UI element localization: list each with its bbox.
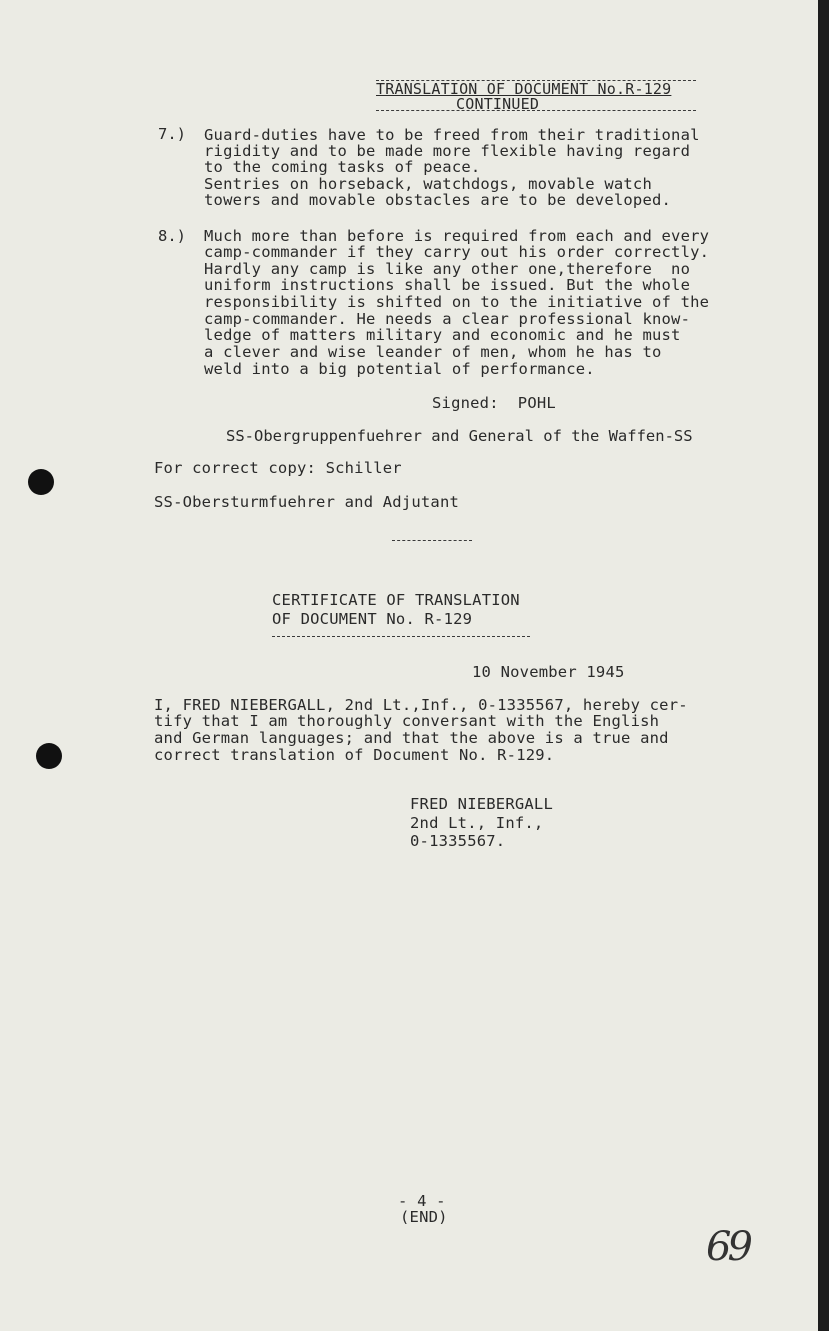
paragraph-line: to the coming tasks of peace. [204,158,481,176]
certifier-serial: 0-1335567. [410,832,506,850]
certificate-line: and German languages; and that the above is a true and [154,729,669,747]
paragraph-line: weld into a big potential of performance. [204,360,595,378]
punch-hole-bottom [36,743,62,769]
paragraph-number: 8.) [158,227,186,245]
correct-copy-line: For correct copy: Schiller [154,459,402,477]
punch-hole-top [28,469,54,495]
page-number: - 4 - [398,1192,446,1210]
paragraph-line: camp-commander if they carry out his order correctly. [204,243,710,261]
handwritten-page-number: 69 [706,1224,749,1270]
paragraph-line: Sentries on horseback, watchdogs, movable watch [204,175,652,193]
certificate-line: correct translation of Document No. R-129. [154,746,555,764]
signer-rank-line: SS-Obergruppenfuehrer and General of the Waffen-SS [226,427,693,445]
paragraph-line: Much more than before is required from each and every [204,227,710,245]
paragraph-line: towers and movable obstacles are to be developed. [204,191,672,209]
header-subtitle: CONTINUED [456,95,540,113]
adjutant-line: SS-Obersturmfuehrer and Adjutant [154,493,460,511]
header-rule-bottom [376,110,696,111]
end-marker: (END) [400,1208,448,1226]
paragraph-line: ledge of matters military and economic and he must [204,326,681,344]
paragraph-line: rigidity and to be made more flexible having regard [204,142,691,160]
scan-border [818,0,829,1331]
certificate-line: tify that I am thoroughly conversant with the English [154,712,660,730]
paragraph-line: Guard-duties have to be freed from their traditional [204,126,700,144]
certifier-rank: 2nd Lt., Inf., [410,814,544,832]
certifier-name: FRED NIEBERGALL [410,795,553,813]
paragraph-line: responsibility is shifted on to the initiative of the [204,293,710,311]
paragraph-line: camp-commander. He needs a clear professional know- [204,310,691,328]
paragraph-line: uniform instructions shall be issued. But the whole [204,276,691,294]
certificate-line: I, FRED NIEBERGALL, 2nd Lt.,Inf., 0-1335567, hereby cer- [154,696,688,714]
header-title: TRANSLATION OF DOCUMENT No.R-129 [376,80,672,98]
certificate-title-rule [272,636,530,637]
paragraph-number: 7.) [158,125,186,143]
certificate-date: 10 November 1945 [472,663,625,681]
section-divider [392,540,472,541]
certificate-subtitle: OF DOCUMENT No. R-129 [272,610,473,628]
certificate-title: CERTIFICATE OF TRANSLATION [272,591,520,609]
signed-line: Signed: POHL [432,394,556,412]
paragraph-line: a clever and wise leander of men, whom he has to [204,343,662,361]
paragraph-line: Hardly any camp is like any other one,therefore no [204,260,691,278]
